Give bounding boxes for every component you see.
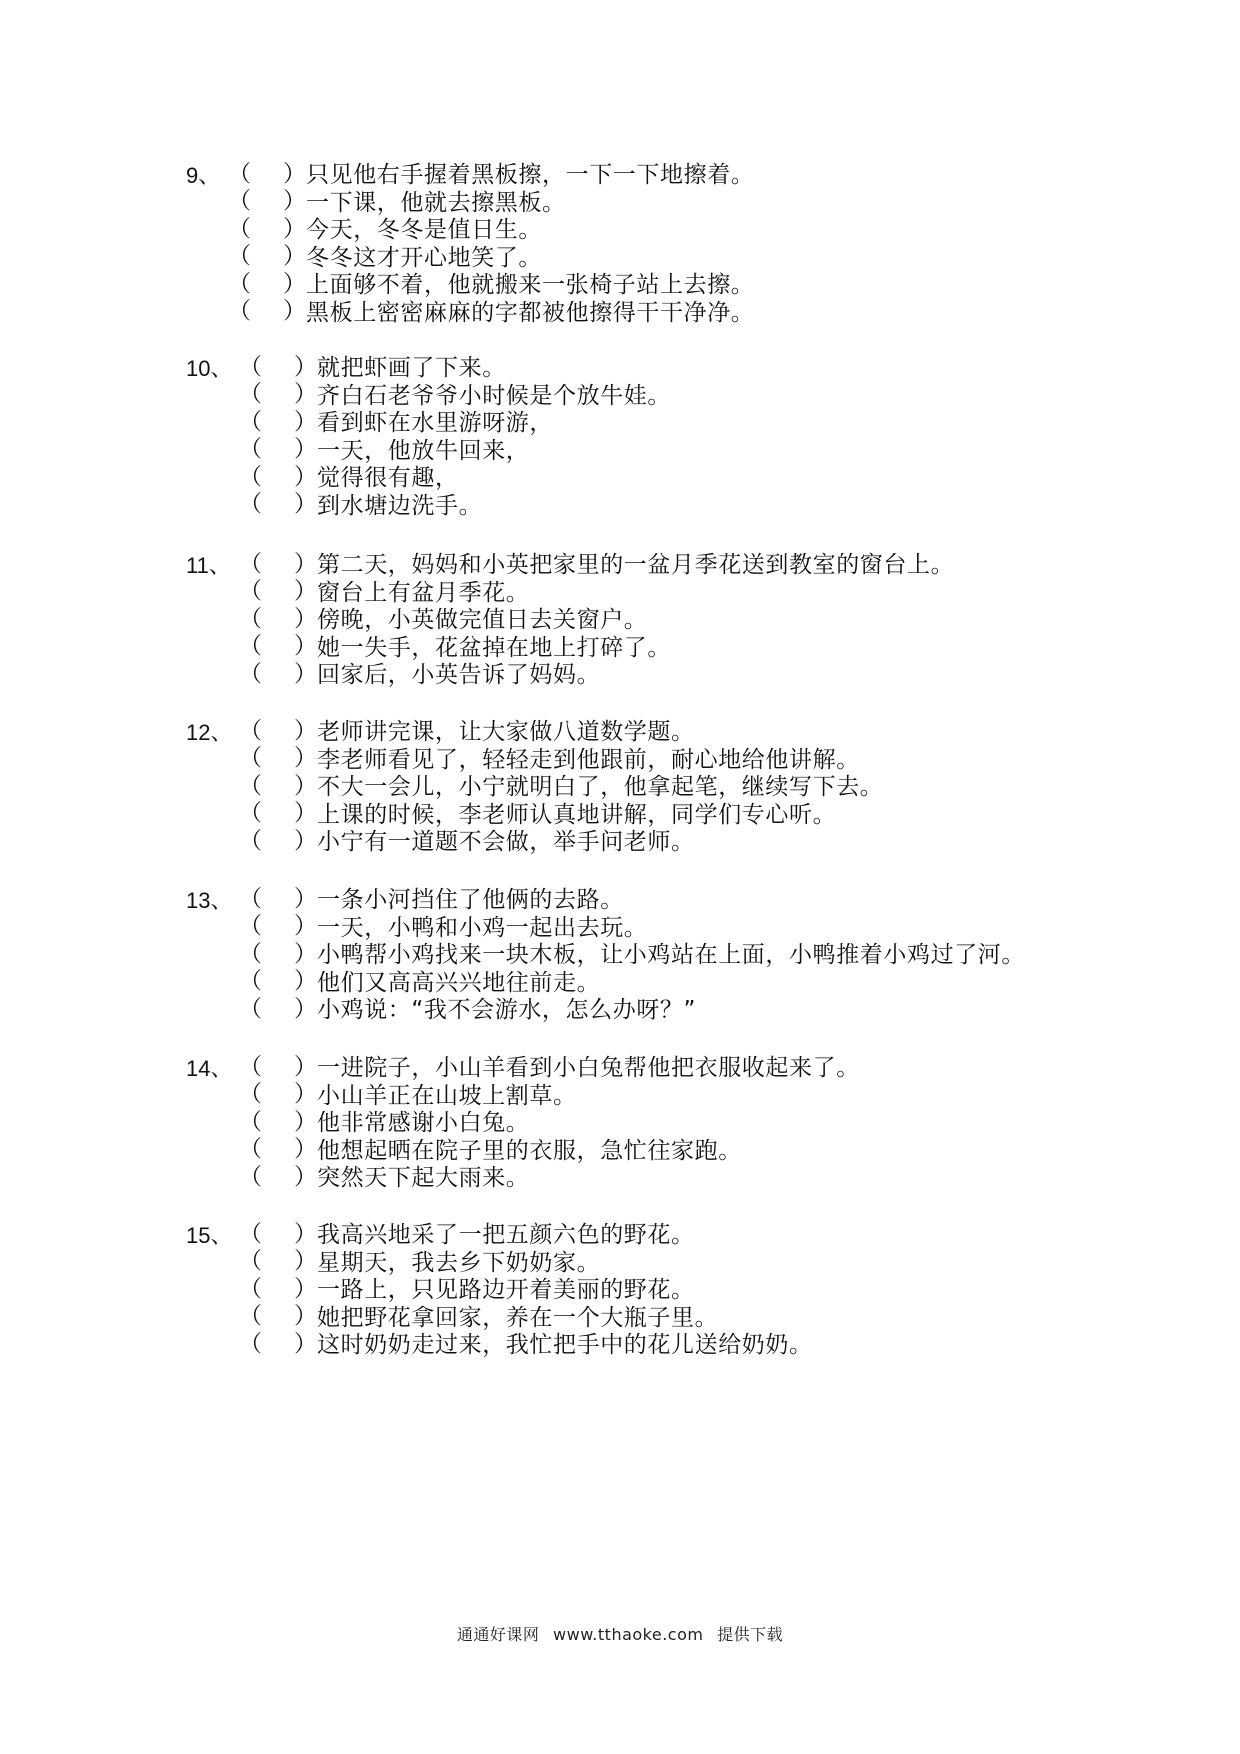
close-bracket: ） [294,436,317,463]
close-bracket: ） [294,717,317,744]
sentence-line [186,747,1186,775]
sentence-line [186,607,1186,635]
answer-blank[interactable] [239,941,317,971]
open-bracket: （ [239,660,262,687]
answer-blank[interactable] [239,1303,317,1333]
sentence-line [186,1305,1186,1333]
footer [0,1622,1240,1645]
answer-blank[interactable] [228,298,306,328]
open-bracket: （ [239,463,262,490]
close-bracket: ） [283,298,306,325]
close-bracket: ） [294,578,317,605]
close-bracket: ） [294,1303,317,1330]
sentence-text: 黑板上密密麻麻的字都被他擦得干干净净。 [306,299,755,326]
sentence-text: 第二天，妈妈和小英把家里的一盆月季花送到教室的窗台上。 [317,552,955,578]
answer-blank[interactable] [239,633,317,663]
open-bracket: （ [228,215,251,242]
answer-blank[interactable] [239,1136,317,1166]
answer-blank[interactable] [239,968,317,998]
open-bracket: （ [239,827,262,854]
close-bracket: ） [294,1248,317,1275]
close-bracket: ） [294,1081,317,1108]
sentence-line [186,997,1186,1025]
close-bracket: ） [294,353,317,380]
answer-blank[interactable] [228,188,306,218]
sentence-line [186,1165,1186,1193]
sentence-text: 小鸭帮小鸡找来一块木板，让小鸡站在上面，小鸭推着小鸡过了河。 [317,942,1025,968]
sentence-line [186,580,1186,608]
sentence-line [186,719,1186,747]
answer-blank[interactable] [239,409,317,439]
answer-blank[interactable] [239,745,317,775]
close-bracket: ） [294,940,317,967]
open-bracket: （ [239,717,262,744]
answer-blank[interactable] [228,216,306,246]
answer-blank[interactable] [239,1276,317,1306]
answer-blank[interactable] [239,551,317,581]
close-bracket: ） [294,1053,317,1080]
close-bracket: ） [283,160,306,187]
sentence-text: 上面够不着，他就搬来一张椅子站上去擦。 [306,272,755,298]
answer-blank[interactable] [228,161,306,191]
sentence-line [186,635,1186,663]
question-block [186,355,1186,520]
answer-blank[interactable] [239,1109,317,1139]
sentence-text: 我高兴地采了一把五颜六色的野花。 [317,1222,695,1248]
sentence-text: 一条小河挡住了他俩的去路。 [317,887,624,913]
sentence-line [186,1055,1186,1083]
sentence-line [186,915,1186,943]
question-block [186,1222,1186,1360]
answer-blank[interactable] [239,718,317,748]
sentence-text: 回家后，小英告诉了妈妈。 [317,662,601,688]
answer-blank[interactable] [239,886,317,916]
open-bracket: （ [239,633,262,660]
answer-blank[interactable] [239,1164,317,1194]
open-bracket: （ [239,578,262,605]
open-bracket: （ [228,270,251,297]
sentence-line [186,190,1186,218]
open-bracket: （ [239,1136,262,1163]
sentence-text: 老师讲完课，让大家做八道数学题。 [317,719,695,745]
sentence-text: 这时奶奶走过来，我忙把手中的花儿送给奶奶。 [317,1332,813,1358]
open-bracket: （ [239,968,262,995]
sentence-text: 到水塘边洗手。 [317,492,483,519]
close-bracket: ） [294,913,317,940]
open-bracket: （ [239,1220,262,1247]
open-bracket: （ [239,1053,262,1080]
open-bracket: （ [239,800,262,827]
sentence-line [186,887,1186,915]
sentence-line [186,300,1186,328]
close-bracket: ） [294,827,317,854]
sentence-line [186,438,1186,466]
sentence-text: 就把虾画了下来。 [317,355,506,381]
open-bracket: （ [239,885,262,912]
open-bracket: （ [239,408,262,435]
sentence-text: 傍晚，小英做完值日去关窗户。 [317,607,648,633]
close-bracket: ） [294,660,317,687]
close-bracket: ） [294,1220,317,1247]
answer-blank[interactable] [228,243,306,273]
close-bracket: ） [294,491,317,518]
sentence-line [186,493,1186,521]
close-bracket: ） [294,1136,317,1163]
open-bracket: （ [239,772,262,799]
close-bracket: ） [294,550,317,577]
answer-blank[interactable] [239,1054,317,1084]
sentence-text: 齐白石老爷爷小时候是个放牛娃。 [317,382,671,409]
answer-blank[interactable] [239,464,317,494]
sentence-line [186,774,1186,802]
answer-blank[interactable] [239,1081,317,1111]
close-bracket: ） [294,1163,317,1190]
open-bracket: （ [228,160,251,187]
close-bracket: ） [294,408,317,435]
sentence-text: 她一失手，花盆掉在地上打碎了。 [317,634,671,661]
close-bracket: ） [294,968,317,995]
sentence-text: 小山羊正在山坡上割草。 [317,1082,577,1109]
open-bracket: （ [239,353,262,380]
sentence-line [186,802,1186,830]
footer-site-name: 通通好课网 [456,1625,540,1644]
close-bracket: ） [294,885,317,912]
sentence-line [186,1138,1186,1166]
sentence-text: 一路上，只见路边开着美丽的野花。 [317,1277,695,1303]
sentence-text: 一进院子，小山羊看到小白兔帮他把衣服收起来了。 [317,1055,860,1081]
sentence-line [186,829,1186,857]
sentence-line [186,383,1186,411]
close-bracket: ） [294,745,317,772]
close-bracket: ） [294,463,317,490]
sentence-line [186,1222,1186,1250]
sentence-text: 他想起晒在院子里的衣服，急忙往家跑。 [317,1137,742,1164]
question-number: 9、 [186,163,221,188]
answer-blank[interactable] [228,271,306,301]
sentence-text: 只见他右手握着黑板擦，一下一下地擦着。 [306,162,755,188]
open-bracket: （ [228,243,251,270]
answer-blank[interactable] [239,606,317,636]
close-bracket: ） [283,243,306,270]
open-bracket: （ [228,188,251,215]
question-number: 11、 [186,553,231,578]
question-block [186,552,1186,690]
open-bracket: （ [239,995,262,1022]
sentence-line [186,245,1186,273]
answer-blank[interactable] [239,354,317,384]
open-bracket: （ [239,605,262,632]
close-bracket: ） [294,1330,317,1357]
sentence-text: 突然天下起大雨来。 [317,1165,530,1191]
open-bracket: （ [239,1163,262,1190]
sentence-line [186,942,1186,970]
sentence-line [186,1277,1186,1305]
sentence-text: 一下课，他就去擦黑板。 [306,189,566,216]
open-bracket: （ [239,1248,262,1275]
answer-blank[interactable] [239,913,317,943]
open-bracket: （ [239,1081,262,1108]
sentence-text: 窗台上有盆月季花。 [317,579,530,606]
sentence-text: 冬冬这才开心地笑了。 [306,244,542,271]
footer-url: www.tthaoke.com [553,1625,704,1644]
sentence-text: 她把野花拿回家，养在一个大瓶子里。 [317,1304,719,1331]
open-bracket: （ [239,1275,262,1302]
sentence-text: 不大一会儿，小宁就明白了，他拿起笔，继续写下去。 [317,774,884,800]
open-bracket: （ [228,298,251,325]
close-bracket: ） [283,215,306,242]
question-block [186,1055,1186,1193]
question-number: 14、 [186,1056,233,1081]
answer-blank[interactable] [239,491,317,521]
sentence-text: 小鸡说：“我不会游水，怎么办呀？” [317,997,697,1023]
close-bracket: ） [294,381,317,408]
sentence-line [186,162,1186,190]
open-bracket: （ [239,491,262,518]
close-bracket: ） [294,1275,317,1302]
question-number: 13、 [186,888,233,913]
answer-blank[interactable] [239,436,317,466]
sentence-line [186,552,1186,580]
answer-blank[interactable] [239,381,317,411]
open-bracket: （ [239,745,262,772]
sentence-text: 他非常感谢小白兔。 [317,1110,530,1136]
sentence-text: 今天，冬冬是值日生。 [306,217,542,243]
sentence-line [186,217,1186,245]
close-bracket: ） [294,772,317,799]
close-bracket: ） [294,995,317,1022]
close-bracket: ） [294,800,317,827]
sentence-line [186,272,1186,300]
sentence-line [186,1110,1186,1138]
sentence-text: 上课的时候，李老师认真地讲解，同学们专心听。 [317,801,837,828]
sentence-line [186,410,1186,438]
answer-blank[interactable] [239,661,317,691]
footer-note: 提供下载 [717,1625,784,1644]
sentence-line [186,1332,1186,1360]
close-bracket: ） [294,633,317,660]
open-bracket: （ [239,381,262,408]
answer-blank[interactable] [239,828,317,858]
sentence-line [186,355,1186,383]
sentence-text: 一天，他放牛回来， [317,437,530,464]
question-block [186,162,1186,327]
open-bracket: （ [239,1303,262,1330]
open-bracket: （ [239,1330,262,1357]
sentence-text: 看到虾在水里游呀游， [317,410,553,436]
close-bracket: ） [294,605,317,632]
sentence-line [186,1250,1186,1278]
sentence-text: 觉得很有趣， [317,465,459,491]
sentence-line [186,1083,1186,1111]
sentence-text: 星期天，我去乡下奶奶家。 [317,1249,601,1276]
sentence-line [186,970,1186,998]
open-bracket: （ [239,940,262,967]
answer-blank[interactable] [239,773,317,803]
sentence-text: 一天，小鸭和小鸡一起出去玩。 [317,914,648,941]
open-bracket: （ [239,550,262,577]
sentence-line [186,662,1186,690]
answer-blank[interactable] [239,800,317,830]
answer-blank[interactable] [239,1331,317,1361]
question-number: 15、 [186,1223,233,1248]
sentence-text: 小宁有一道题不会做，举手问老师。 [317,829,695,855]
open-bracket: （ [239,1108,262,1135]
open-bracket: （ [239,913,262,940]
close-bracket: ） [283,270,306,297]
question-number: 12、 [186,720,233,745]
answer-blank[interactable] [239,1221,317,1251]
open-bracket: （ [239,436,262,463]
answer-blank[interactable] [239,1248,317,1278]
question-block [186,719,1186,857]
question-block [186,887,1186,1025]
sentence-text: 李老师看见了，轻轻走到他跟前，耐心地给他讲解。 [317,746,860,773]
close-bracket: ） [294,1108,317,1135]
close-bracket: ） [283,188,306,215]
sentence-line [186,465,1186,493]
answer-blank[interactable] [239,996,317,1026]
answer-blank[interactable] [239,578,317,608]
sentence-text: 他们又高高兴兴地往前走。 [317,969,601,996]
question-number: 10、 [186,356,233,381]
